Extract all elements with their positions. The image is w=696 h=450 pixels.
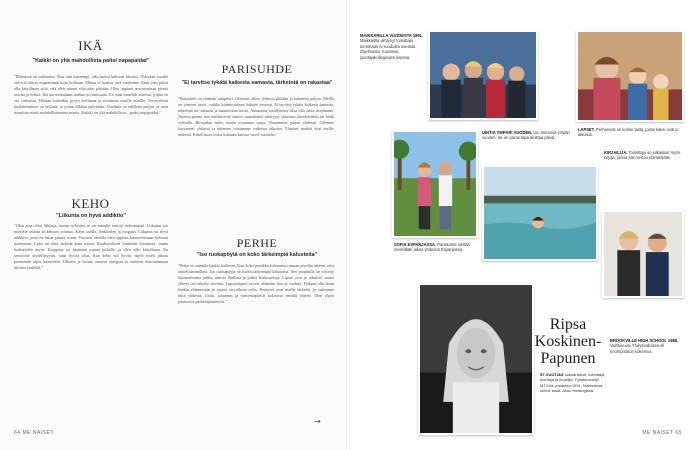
section-title-parisuhde: PARISUHDE — [221, 62, 293, 76]
caption-kirjailija — [604, 150, 686, 161]
section-quote-parisuhde: "Ei tarvitse tykätä kaikesta samasta, tärkeintä on rakastaa" — [181, 80, 333, 86]
caption-label: UINTIA YMPÄRI VUODEN. — [482, 130, 533, 135]
photo-uintia — [482, 165, 598, 261]
section-body-ika: "Elämässä on vaiheensa. Kun olin nuorempi, aika tuntui kuluvan hitaasti. Nykyään vuodet vierivät ohitse nopeammin kuin koskaan. Minua ei haittaa, että vanhenen. Saan joka päivä olla kiitollinen siitä, että olen saanut elää näin pitkään. Olen oppinut arvostamaan pieniä asioita ja hetkiä. Ikä tuo mukanaan rauhaa ja varmuutta. En enää murehdi asioista, joihin en voi vaikuttaa. Haluan kuitenkin pysyä uteliaana ja avoimena uusille asioille. Terveydestä huolehtiminen on tärkeää, ja yritän liikkua päivittäin. Unelmia on edelleen paljon, ja aion toteuttaa niistä mahdollisimman monta. Kaikki on yhä mahdollista – paitsi napapaidat." — [14, 74, 168, 115]
section-body-perhe: "Perhe on minulle kaikki kaikessa. Kun koko porukka kokoontuu saman pöydän ääreen, olen onnellisimmillani. Iso ruokapöytä on kodin tärkeimpiä kalusteita. Sen ympärillä on vietetty lukemattomia juhlia, arkisia illallisia ja pitkiä keskusteluja. Lapset ovat jo aikuisia, mutta yhteys on säilynyt tiiviinä. Lapsenlapset tuovat elämään iloa ja vauhtia. Haluan olla läsnä heidän elämässään ja tarjota turvallisen sylin. Perinteet ovat meille tärkeitä, ja vaalimme niitä yhdessä. Joulu, juhannus ja syntymäpäivät kokoavat meidät yhteen. Olen ylpeä jokaisesta perheenjäsenestä." — [178, 263, 334, 304]
article-title: Ripsa Koskinen-Papunen — [534, 316, 602, 367]
caption-label: LAPSET. — [578, 127, 595, 132]
section-body-parisuhde: "Parisuhde on elämäni tukipilari. Olemme olleet yhdessä pitkään ja kokeneet paljon. Meillä on yhteiset arvot, vaikka kiinnostuksen kohteet eroavat. Ei tarvitse tykätä kaikesta samasta, tärkeintä on rakastaa ja kunnioittaa toista. Annamme toisillemme tilaa olla omia itsejämme. Arjessa pienet teot merkitsevät eniten: aamukahvi sänkyyn, yhteinen kävelylenkki tai hetki sohvalla. Riitojakin tulee, mutta osaamme sopia. Nauramme paljon yhdessä. Olemme kasvaneet yhdessä ja tukeneet toisiamme vaikeina aikoina. Yhteiset matkat ovat meille tärkeitä. Kiitollisuus toista kohtaan kasvaa vuosi vuodelta." — [178, 96, 334, 137]
section-quote-perhe: "Iso ruokapöytä on koko tärkeimpiä kalusteita" — [196, 252, 318, 258]
caption-text: Maikkarilla viihtynyt toimittaja tunnetaan tv-ruudusta useasta ohjelmasta. Kuvassa juontajakollegoiden kanssa. — [360, 38, 416, 60]
caption-text: Pariskunta viettää mielellään aikaa yhdessä Espanjassa. — [394, 242, 470, 253]
caption-brookville — [610, 338, 686, 354]
caption-text: Uin meressä ympäri vuoden. Se on paras tapa aloittaa päivä. — [482, 130, 570, 141]
arrow-icon: → — [314, 417, 321, 426]
caption-label: SOFIA ESPANJASSA. — [394, 242, 437, 247]
caption-sofia — [394, 242, 478, 253]
caption-text: Vaihtovuosi Yhdysvalloissa oli unohtumaton kokemus. — [610, 343, 665, 354]
caption-text: Perheessä on kolme lasta, joista kaksi ovat jo aikuisia. — [578, 127, 679, 138]
caption-label: BROOKVILLE HIGH SCHOOL 1985. — [610, 338, 679, 343]
caption-text: Toimittaja on julkaissut myös kirjoja, joissa hän kertoo elämästään. — [604, 150, 681, 161]
section-quote-keho: "Liikunta on hyvä addiktio" — [56, 213, 126, 219]
caption-uintia — [482, 130, 578, 141]
caption-lapset — [578, 127, 684, 138]
photo-lapset — [576, 30, 684, 122]
photo-kirjailija — [602, 210, 684, 298]
article-intro — [540, 372, 612, 393]
right-page — [348, 0, 696, 450]
left-page-footer: 64 ME NAISET — [14, 430, 54, 436]
section-title-keho: KEHO — [71, 196, 110, 211]
photo-maikkarilla — [428, 30, 538, 120]
intro-text: uutisankkuri, toimittaja, juontaja ja kirjailija. Työskennellyt MTV:llä vuodesta 1991. Naimisissa, kolme lasta. Asuu Helsingissä. — [540, 372, 606, 393]
caption-label: MAIKKARILLA VUODESTA 1991. — [360, 33, 424, 38]
section-title-ika: IKÄ — [78, 38, 103, 53]
section-quote-ika: "Kaikki on yhä mahdollista paitsi napapaidat" — [32, 58, 150, 64]
caption-maikkarilla — [360, 33, 424, 60]
section-title-perhe: PERHE — [236, 236, 278, 250]
intro-label: 57-VUOTIAS — [540, 372, 564, 377]
photo-sofia-espanjassa — [392, 130, 478, 238]
section-body-keho: "Olen aina ollut liikkuja, mutta nykyään se on minulle entistä tärkeämpää. Liikunta tuo mielelle rauhaa ja kehoon voimaa. Käyn salilla, lenkkeilen ja joogaan. Liikunta on hyvä addiktio, josta en halua päästä eroon. Vuosien varrella olen oppinut kuuntelemaan kehoani paremmin. Lepo on yhtä tärkeää kuin treeni. Ruokavalioon kiinnitän huomiota, mutta herkuttelen myös. Kroppani on kantanut minua pitkälle, ja olen sille kiitollinen. En tavoittele täydellisyyttä, vaan hyvää oloa. Kun keho voi hyvin, myös mieli jaksaa paremmin arjen haasteissa. Ulkoilu ja luonto antavat energiaa ja auttavat rentoutumaan kiireen keskellä." — [14, 223, 168, 270]
caption-label: KIRJAILIJA. — [604, 150, 628, 155]
right-page-footer: ME NAISET 65 — [642, 430, 682, 436]
